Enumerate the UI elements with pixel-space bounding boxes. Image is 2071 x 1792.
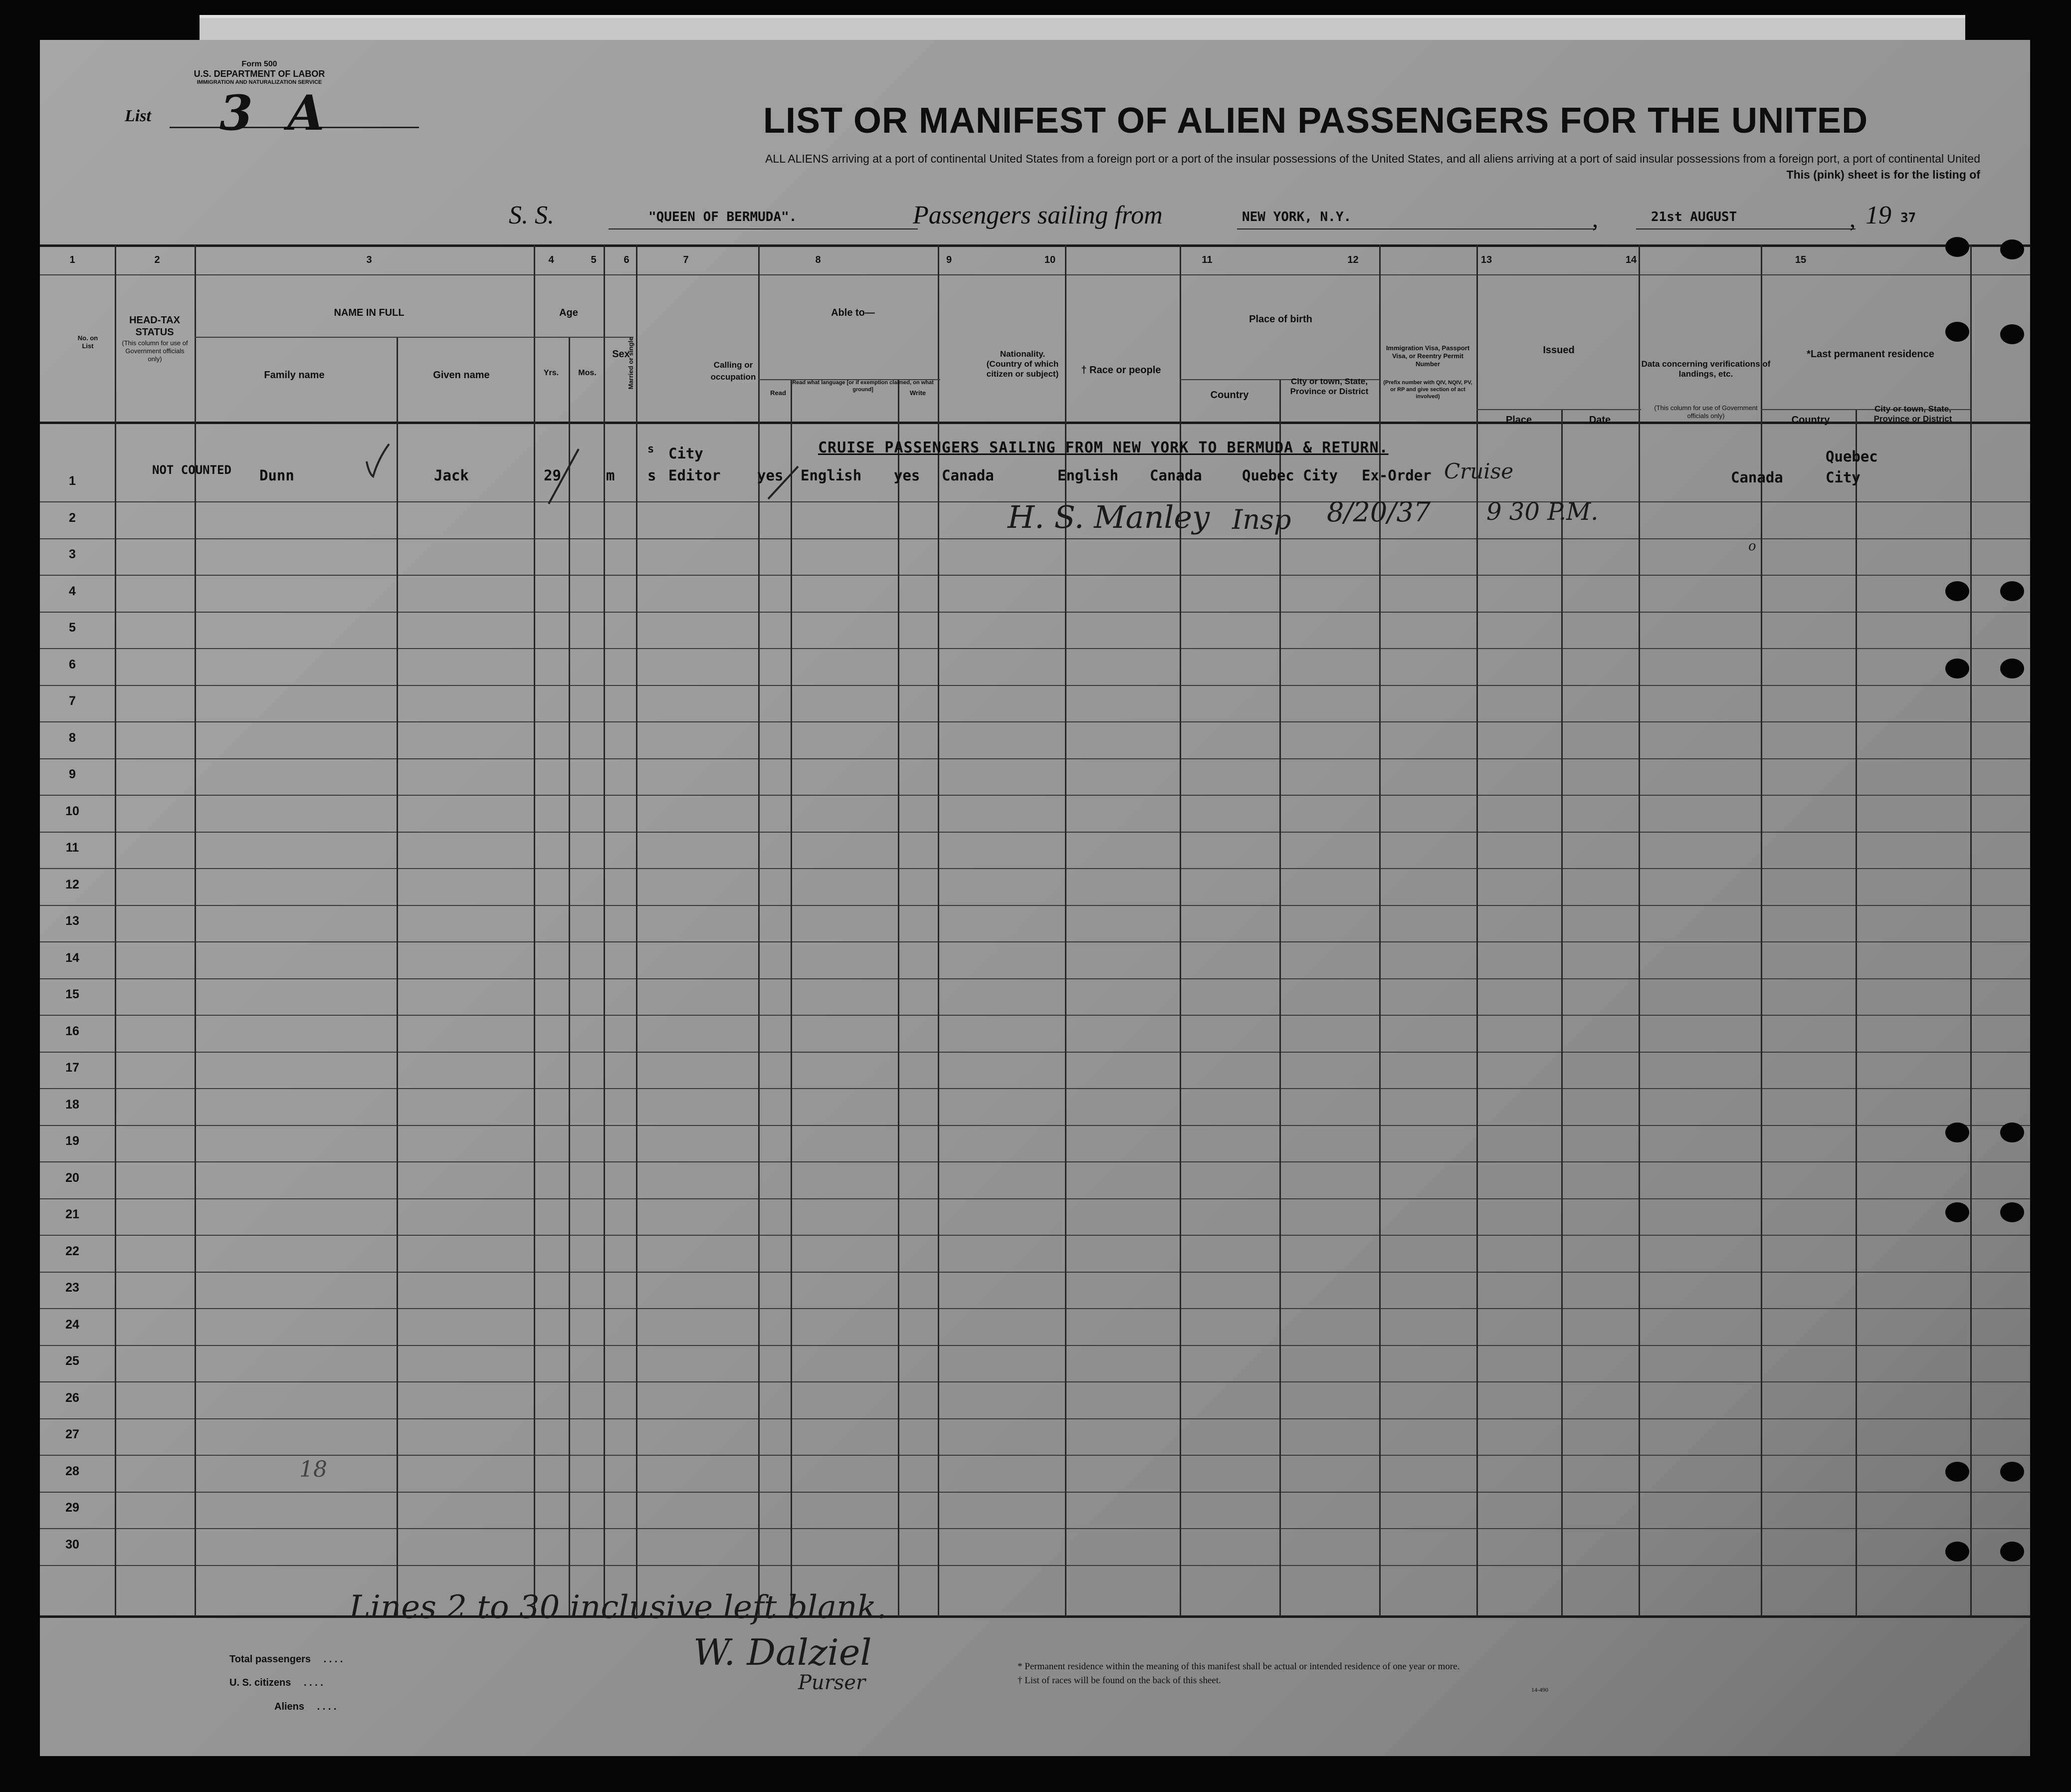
row-rule xyxy=(40,1088,2030,1089)
binding-hole xyxy=(1945,1122,1969,1142)
cruise-banner: CRUISE PASSENGERS SAILING FROM NEW YORK TO BERMUDA & RETURN. xyxy=(818,439,1389,456)
residence-city-line-2: City xyxy=(1826,469,1861,486)
binding-hole xyxy=(1945,1542,1969,1562)
header-married: Married or single xyxy=(627,337,634,390)
header-calling: Calling or occupation xyxy=(710,360,756,382)
issued-place: Cruise xyxy=(1444,459,1514,483)
row-number: 8 xyxy=(69,730,76,745)
footer-aliens-label xyxy=(274,1701,337,1713)
column-number: 6 xyxy=(623,254,629,265)
row-number: 22 xyxy=(65,1244,79,1258)
row-number: 14 xyxy=(65,950,79,965)
row-rule xyxy=(40,648,2030,649)
header-nationality: Nationality. (Country of which citizen or subject) xyxy=(986,349,1059,379)
language: English xyxy=(801,467,862,484)
occupation-line-2: Editor xyxy=(668,467,721,484)
row-rule xyxy=(40,1455,2030,1456)
row-number: 30 xyxy=(65,1537,79,1552)
subtitle-line-1: ALL ALIENS arriving at a port of continental United States from a foreign port or a port of the insular possessions of the United States, and all aliens arriving at a port of said insular possessions from a foreign port, a port of continental United xyxy=(765,152,1980,165)
row-rule xyxy=(40,941,2030,942)
row-rule xyxy=(40,1418,2030,1419)
column-rule xyxy=(115,244,116,1616)
row-rule xyxy=(40,868,2030,869)
department-name: U.S. DEPARTMENT OF LABOR xyxy=(194,69,325,79)
row-number: 16 xyxy=(65,1024,79,1038)
column-number: 14 xyxy=(1625,254,1637,265)
birth-city: Quebec City xyxy=(1242,467,1338,484)
binding-hole xyxy=(2000,581,2024,601)
row-rule xyxy=(40,1161,2030,1162)
column-number: 15 xyxy=(1795,254,1807,265)
row-rule xyxy=(40,538,2030,539)
row-rule xyxy=(40,1272,2030,1273)
blank-lines-note: Lines 2 to 30 inclusive left blank. xyxy=(349,1589,887,1626)
row-rule xyxy=(40,1052,2030,1053)
port-underline xyxy=(1237,228,1596,229)
row-rule xyxy=(40,1565,2030,1566)
comma: , xyxy=(1592,206,1598,232)
row-number: 23 xyxy=(65,1281,79,1295)
row-rule xyxy=(40,1198,2030,1199)
row-number: 19 xyxy=(65,1134,79,1148)
column-rule xyxy=(1279,379,1281,1616)
binding-hole xyxy=(1945,581,1969,601)
list-label: List xyxy=(125,107,151,125)
column-number: 8 xyxy=(815,254,821,265)
header-sex: Sex xyxy=(612,349,630,360)
row-number: 1 xyxy=(69,474,76,488)
header-bottom-rule xyxy=(40,422,2030,424)
sailing-label: Passengers sailing from xyxy=(913,201,1163,229)
given-name: Jack xyxy=(434,467,469,484)
row-rule xyxy=(40,758,2030,759)
row-rule xyxy=(40,1381,2030,1382)
year-prefix: 19 xyxy=(1865,201,1891,229)
header-residence-country: Country xyxy=(1791,415,1830,426)
family-name: Dunn xyxy=(259,467,294,484)
column-number: 5 xyxy=(591,254,597,265)
binding-hole xyxy=(2000,1542,2024,1562)
row-rule xyxy=(40,1345,2030,1346)
us-citizens-label: U. S. citizens xyxy=(229,1677,291,1688)
inspection-time: 9 30 P.M. xyxy=(1486,498,1599,526)
age-slash xyxy=(549,449,579,504)
row-rule xyxy=(40,721,2030,722)
header-yrs: Yrs. xyxy=(543,369,559,377)
column-rule xyxy=(1561,409,1563,1616)
column-number: 7 xyxy=(683,254,689,265)
column-rule xyxy=(1761,244,1762,1616)
form-code: 14-490 xyxy=(1531,1686,1548,1693)
residence-city-line-1: Quebec xyxy=(1826,448,1878,465)
column-number: 9 xyxy=(946,254,952,265)
column-rule xyxy=(898,379,899,1616)
ship-underline xyxy=(609,228,918,229)
row-rule xyxy=(40,612,2030,613)
row-number: 27 xyxy=(65,1427,79,1441)
row-number: 28 xyxy=(65,1464,79,1478)
row-number: 12 xyxy=(65,877,79,892)
column-number: 10 xyxy=(1044,254,1056,265)
column-number: 13 xyxy=(1480,254,1492,265)
table-bottom-rule xyxy=(40,1615,2030,1618)
row-number: 29 xyxy=(65,1501,79,1515)
form-header xyxy=(155,60,364,85)
column-number: 2 xyxy=(154,254,160,265)
row-rule xyxy=(40,1492,2030,1493)
row-rule xyxy=(40,575,2030,576)
row-rule xyxy=(40,1015,2030,1016)
binding-hole xyxy=(2000,659,2024,678)
row-rule xyxy=(40,905,2030,906)
manifest-title: LIST OR MANIFEST OF ALIEN PASSENGERS FOR THE UNITED xyxy=(763,101,1868,141)
header-issued-date: Date xyxy=(1589,415,1611,426)
header-head-tax: HEAD-TAX STATUS xyxy=(129,315,180,338)
row-number: 2 xyxy=(69,510,76,525)
race: English xyxy=(1057,467,1119,484)
can-read: yes xyxy=(757,467,784,484)
column-number: 4 xyxy=(548,254,554,265)
column-rule xyxy=(195,244,196,1616)
header-read-language: Read what language [or if exemption claimed, on what ground] xyxy=(792,380,934,393)
manifest-subtitle xyxy=(389,151,1980,183)
footer-total-label xyxy=(229,1654,343,1665)
header-able-to: Able to— xyxy=(831,307,875,318)
comma-2: , xyxy=(1850,206,1856,232)
header-issued: Issued xyxy=(1543,345,1575,356)
total-passengers-label: Total passengers xyxy=(229,1654,311,1665)
column-number: 1 xyxy=(69,254,75,265)
column-rule xyxy=(1856,409,1857,1616)
column-rule xyxy=(791,379,792,1616)
header-birth-country: Country xyxy=(1210,390,1249,401)
inspector-signature: H. S. Manley xyxy=(1008,499,1210,535)
row-rule xyxy=(40,795,2030,796)
binding-hole xyxy=(1945,659,1969,678)
column-number: 3 xyxy=(366,254,372,265)
row-number: 21 xyxy=(65,1207,79,1221)
sex: m xyxy=(606,467,615,484)
officer-signature: W. Dalziel xyxy=(693,1631,872,1673)
check-mark-icon xyxy=(367,444,389,476)
binding-hole xyxy=(2000,1122,2024,1142)
occupation-line-1: City xyxy=(668,445,703,462)
header-family-name: Family name xyxy=(264,370,325,381)
row-number: 4 xyxy=(69,584,76,598)
subtitle-line-2: This (pink) sheet is for the listing of xyxy=(1786,168,1980,181)
column-rule xyxy=(1476,244,1478,1616)
binding-hole xyxy=(2000,324,2024,344)
row-rule xyxy=(40,685,2030,686)
footer-citizens-label xyxy=(229,1677,323,1689)
header-place-of-birth: Place of birth xyxy=(1249,314,1312,325)
birth-country: Canada xyxy=(1150,467,1202,484)
row-number: 24 xyxy=(65,1317,79,1332)
form-number: Form 500 xyxy=(241,60,277,68)
binding-hole xyxy=(2000,239,2024,259)
header-no-on-list: No. on List xyxy=(77,334,98,350)
binding-hole xyxy=(1945,1202,1969,1222)
binding-hole xyxy=(2000,1202,2024,1222)
nationality: Canada xyxy=(942,467,994,484)
column-rule xyxy=(569,337,570,1616)
column-rule xyxy=(397,337,398,1616)
footnote-races: † List of races will be found on the back of this sheet. xyxy=(1018,1675,1221,1686)
officer-title: Purser xyxy=(798,1671,866,1694)
citizens-dots: . . . . xyxy=(303,1677,323,1688)
row-rule xyxy=(40,832,2030,833)
binding-hole xyxy=(1945,237,1969,257)
header-visa-note: (Prefix number with QIV, NQIV, PV, or RP and give section of act involved) xyxy=(1383,380,1472,400)
margin-number: 18 xyxy=(299,1457,327,1482)
head-tax-status: NOT COUNTED xyxy=(152,463,231,477)
column-number-rule xyxy=(40,274,2030,275)
age-years: 29 xyxy=(544,467,561,484)
row-number: 6 xyxy=(69,657,76,672)
table-top-rule xyxy=(40,244,2030,247)
inspector-title: Insp xyxy=(1232,504,1291,535)
row-number: 9 xyxy=(69,767,76,781)
marital-status: s xyxy=(647,467,656,484)
row-number: 7 xyxy=(69,694,76,708)
name-subheader-rule xyxy=(195,337,633,338)
row-number: 18 xyxy=(65,1097,79,1112)
footnote-residence: * Permanent residence within the meaning of this manifest shall be actual or intended residence of one year or more. xyxy=(1018,1661,1460,1672)
row-number: 11 xyxy=(65,841,79,855)
ss-label: S. S. xyxy=(509,201,554,229)
marital-status-top: s xyxy=(647,443,654,455)
header-name-in-full: NAME IN FULL xyxy=(334,307,405,318)
row-rule xyxy=(40,1125,2030,1126)
row-number: 25 xyxy=(65,1354,79,1368)
header-write: Write xyxy=(909,389,926,397)
manifest-sheet xyxy=(40,40,2030,1756)
inspection-date: 8/20/37 xyxy=(1327,496,1431,528)
row-number: 3 xyxy=(69,547,76,561)
row-number: 13 xyxy=(65,914,79,928)
handwritten-marks xyxy=(319,439,818,509)
header-residence-city: City or town, State, Province or District xyxy=(1873,404,1952,424)
departure-port: NEW YORK, N.Y. xyxy=(1242,210,1352,224)
row-rule xyxy=(40,1308,2030,1309)
subheader-rule xyxy=(1476,409,1641,410)
header-birth-city: City or town, State, Province or District xyxy=(1290,377,1369,396)
service-name: IMMIGRATION AND NATURALIZATION SERVICE xyxy=(197,79,322,85)
header-last-residence: *Last permanent residence xyxy=(1807,349,1934,360)
row-number: 5 xyxy=(69,621,76,635)
able-slash xyxy=(768,466,798,499)
row-number: 10 xyxy=(65,804,79,818)
binding-hole xyxy=(1945,1462,1969,1482)
row-number: 26 xyxy=(65,1390,79,1405)
header-race: † Race or people xyxy=(1081,365,1161,376)
list-number: 3 A xyxy=(219,85,334,141)
header-given-name: Given name xyxy=(433,370,490,381)
visa-number: Ex-Order xyxy=(1362,467,1432,484)
header-age: Age xyxy=(559,307,578,318)
header-issued-place: Place xyxy=(1505,415,1532,426)
row-number: 20 xyxy=(65,1170,79,1185)
header-mos: Mos. xyxy=(578,369,597,377)
binding-hole xyxy=(1945,322,1969,342)
row-rule xyxy=(40,978,2030,979)
header-head-tax-note: (This column for use of Government officials only) xyxy=(122,339,188,363)
row-rule xyxy=(40,1235,2030,1236)
row-rule xyxy=(40,1528,2030,1529)
binding-hole xyxy=(2000,1462,2024,1482)
header-landing-data: Data concerning verifications of landings, etc. xyxy=(1641,359,1771,379)
row-number: 17 xyxy=(65,1061,79,1075)
verification-mark: o xyxy=(1748,539,1756,554)
can-write: yes xyxy=(894,467,920,484)
residence-country: Canada xyxy=(1731,469,1783,486)
departure-date: 21st AUGUST xyxy=(1651,210,1737,224)
column-number: 12 xyxy=(1347,254,1359,265)
ship-name: "QUEEN OF BERMUDA". xyxy=(648,210,797,224)
date-underline xyxy=(1636,228,1856,229)
aliens-dots: . . . . xyxy=(317,1701,337,1712)
year-suffix: 37 xyxy=(1900,211,1916,225)
column-number: 11 xyxy=(1202,254,1213,265)
aliens-label: Aliens xyxy=(274,1701,305,1712)
column-rule xyxy=(1639,244,1640,1616)
row-number: 15 xyxy=(65,987,79,1001)
header-landing-note: (This column for use of Government officials only) xyxy=(1654,404,1758,420)
total-dots: . . . . xyxy=(323,1654,343,1665)
header-read: Read xyxy=(770,389,786,397)
header-visa: Immigration Visa, Passport Visa, or Reentry Permit Number xyxy=(1386,344,1470,368)
column-rule xyxy=(1970,244,1972,1616)
